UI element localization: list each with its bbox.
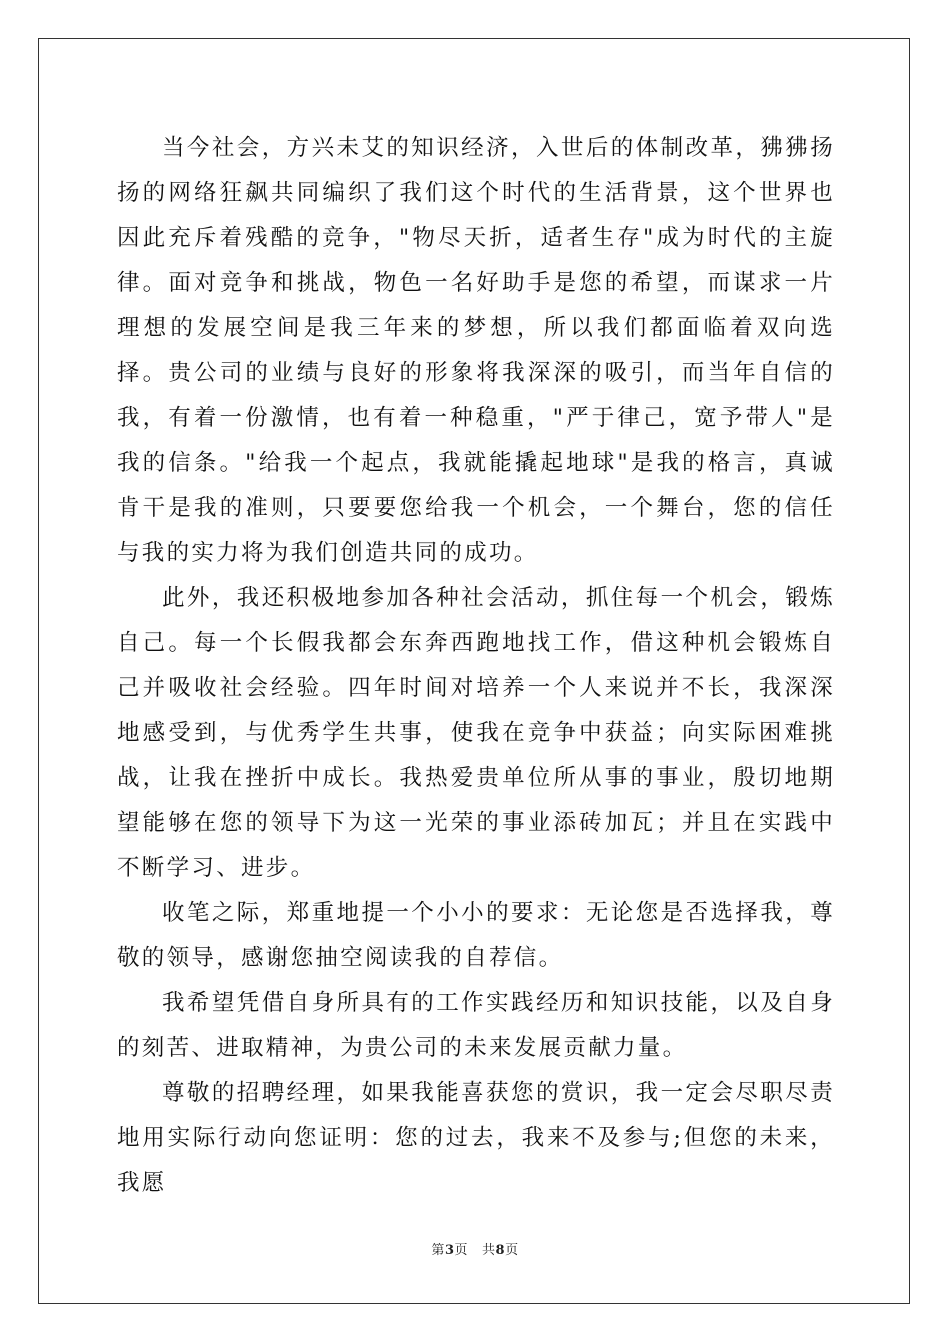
page-total: 8 [495,1243,506,1258]
paragraph-5: 尊敬的招聘经理，如果我能喜获您的赏识，我一定会尽职尽责地用实际行动向您证明：您的过去，我来不及参与;但您的未来，我愿 [117,1080,835,1196]
paragraph-4: 我希望凭借自身所具有的工作实践经历和知识技能，以及自身的刻苦、进取精神，为贵公司的未来发展贡献力量。 [117,990,835,1061]
paragraph-1: 当今社会，方兴未艾的知识经济，入世后的体制改革，狒狒扬扬的网络狂飙共同编织了我们这个时代的生活背景，这个世界也因此充斥着残酷的竞争，"物尽天折，适者生存"成为时代的主旋律。面对竞争和挑战，物色一名好助手是您的希望，而谋求一片理想的发展空间是我三年来的梦想，所以我们都面临着双向选择。贵公司的业绩与良好的形象将我深深的吸引，而当年自信的我，有着一份激情，也有着一种稳重，"严于律己，宽予带人"是我的信条。"给我一个起点，我就能撬起地球"是我的格言，真诚肯干是我的准则，只要要您给我一个机会，一个舞台，您的信任与我的实力将为我们创造共同的成功。 [117,135,835,566]
document-body [117,126,835,1206]
page-current: 3 [444,1243,455,1258]
page-suffix: 页 [454,1243,468,1258]
total-prefix: 共 [482,1243,496,1258]
total-suffix: 页 [505,1243,519,1258]
paragraph-2: 此外，我还积极地参加各种社会活动，抓住每一个机会，锻炼自己。每一个长假我都会东奔西跑地找工作，借这种机会锻炼自己并吸收社会经验。四年时间对培养一个人来说并不长，我深深地感受到，与优秀学生共事，使我在竞争中获益；向实际困难挑战，让我在挫折中成长。我热爱贵单位所从事的事业，殷切地期望能够在您的领导下为这一光荣的事业添砖加瓦；并且在实践中不断学习、进步。 [117,585,835,881]
paragraph-3: 收笔之际，郑重地提一个小小的要求：无论您是否选择我，尊敬的领导，感谢您抽空阅读我的自荐信。 [117,900,835,971]
page-prefix: 第 [431,1243,445,1258]
page-footer [0,1242,950,1260]
